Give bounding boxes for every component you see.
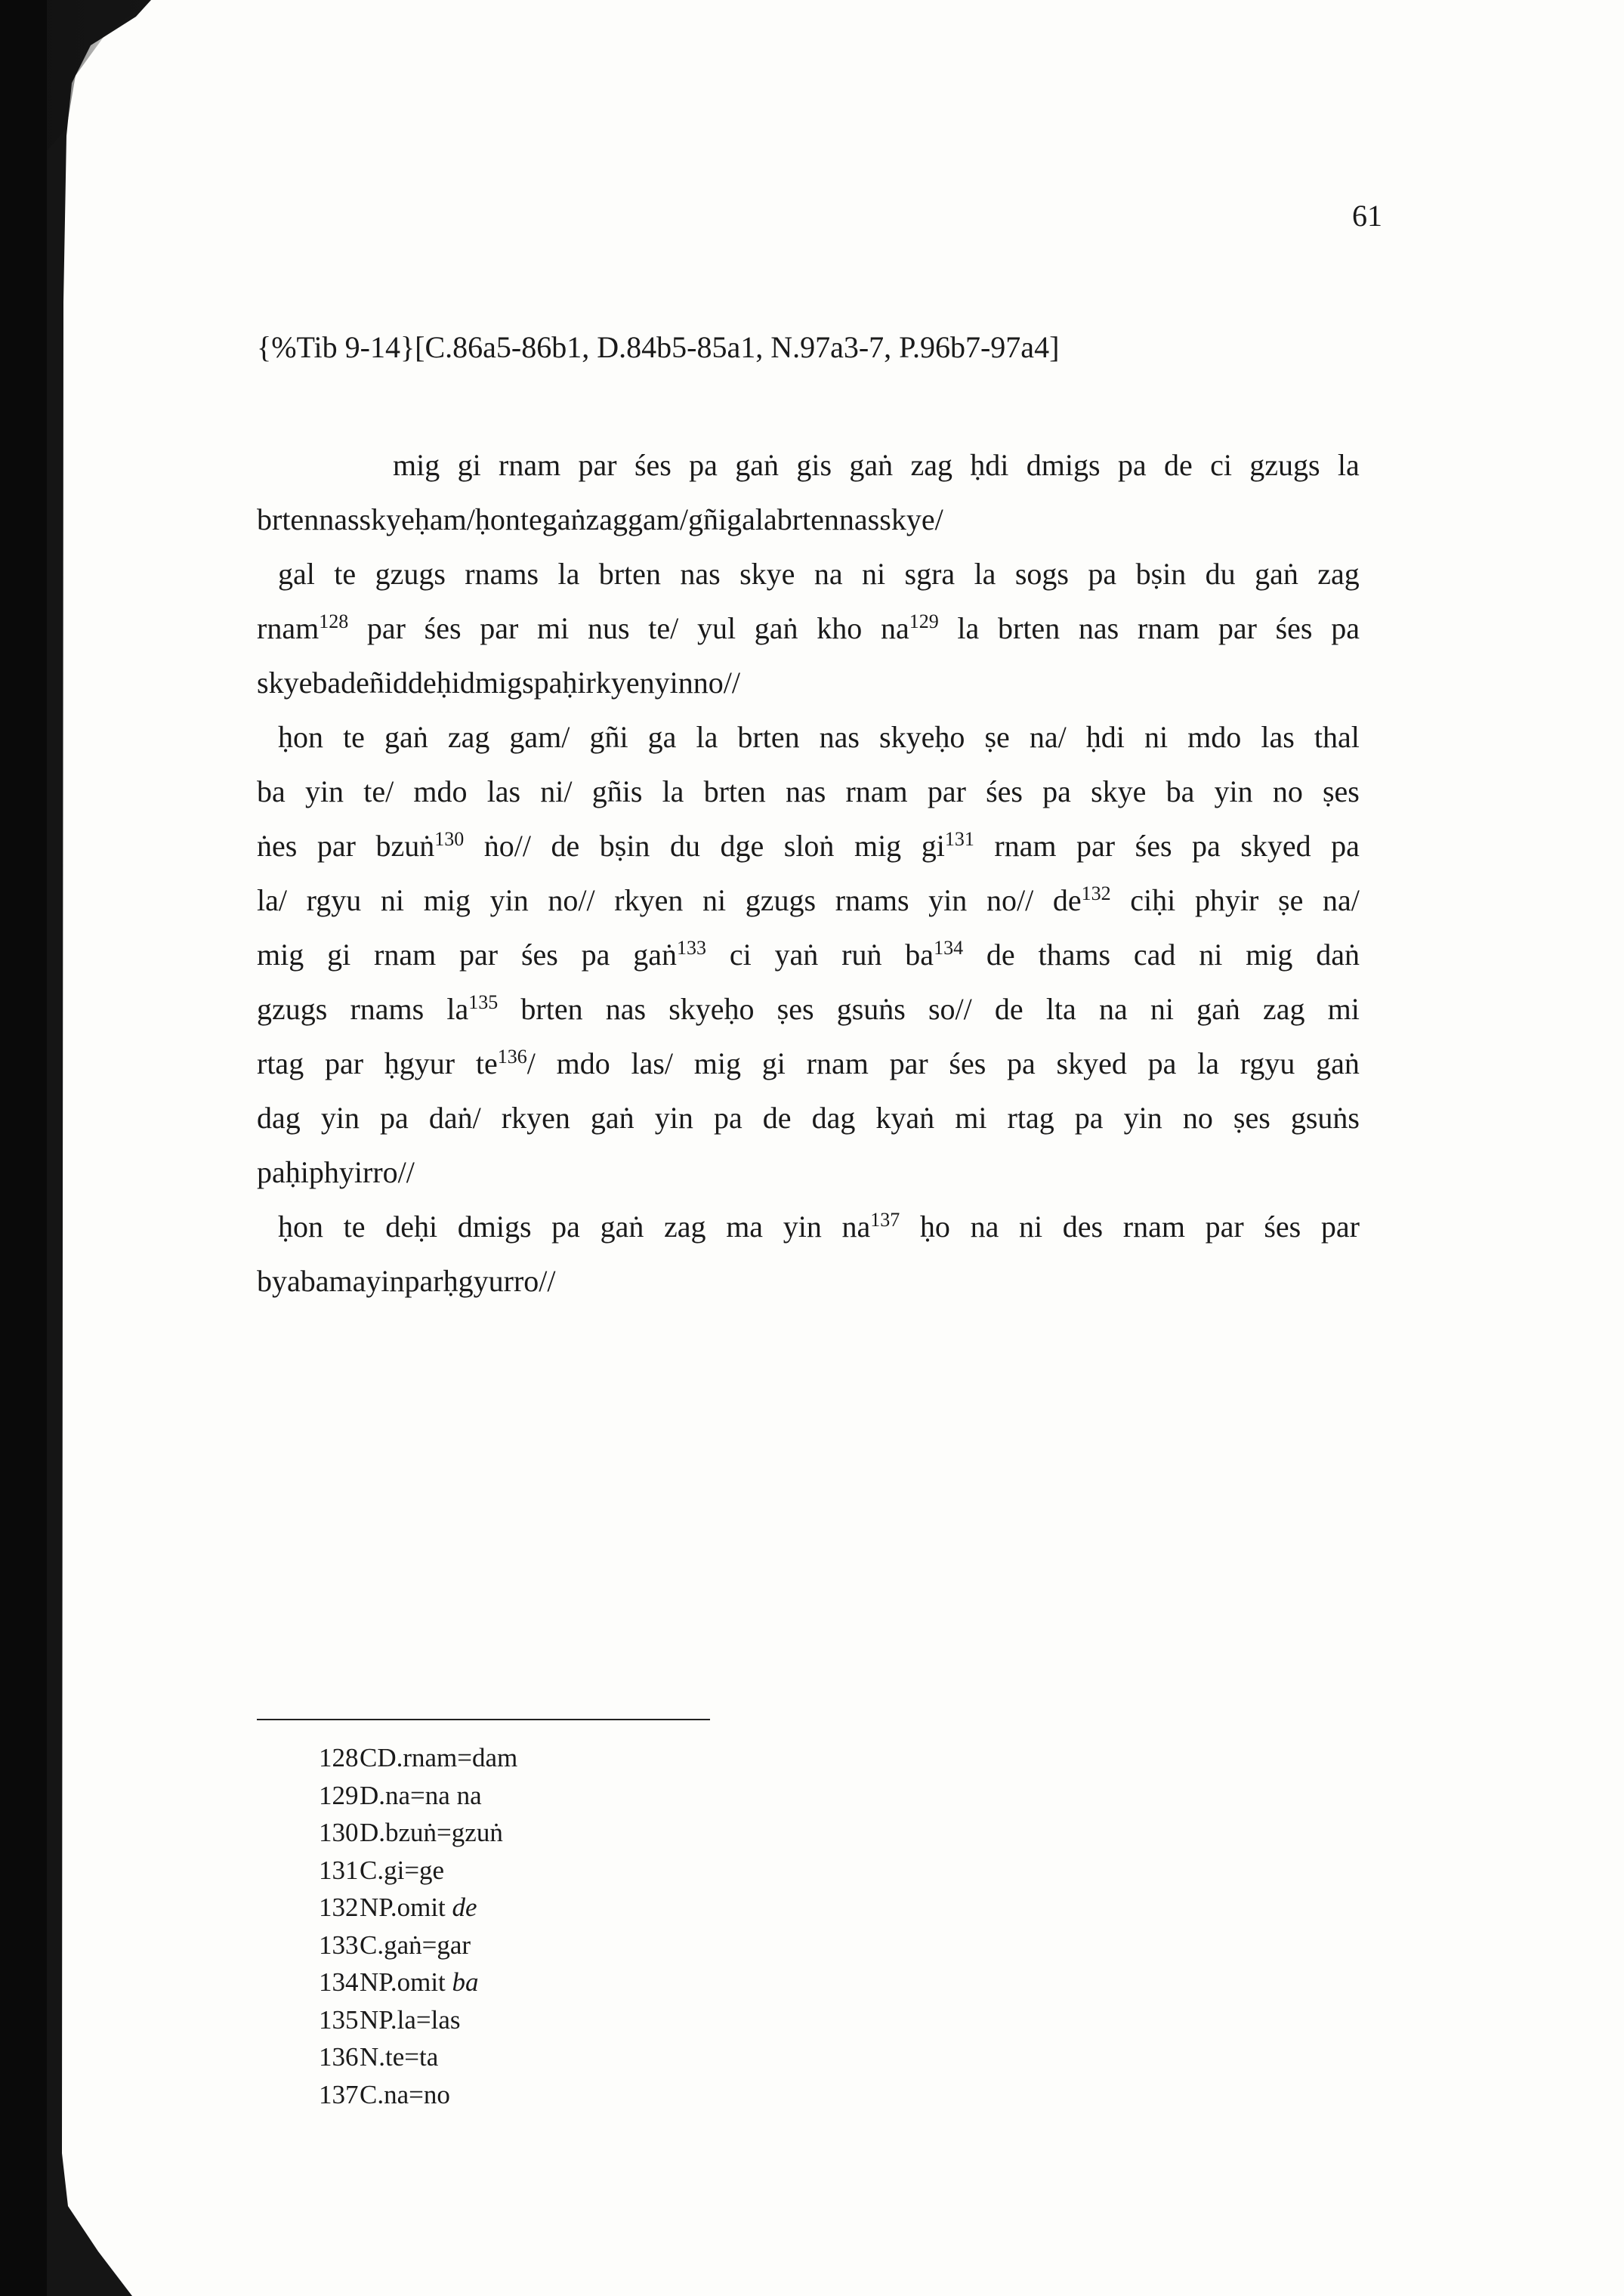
footnote-text: C.na=no bbox=[360, 2079, 450, 2109]
text-line: gzugs rnams $la^{135}$ brten nas skyeḥo ṣes gsuṅs so// de lta na ni gaṅ zag mi bbox=[257, 991, 1360, 1026]
text-line: rnam$^{128}$ par śes par mi nus te/ yul gaṅ kho $na^{129}$ la brten nas rnam par śes pa bbox=[257, 610, 1360, 645]
text-line: skye ba de ñid deḥi dmigs paḥi rkyen yin no// bbox=[257, 666, 740, 700]
footnote-text: NP.omit bbox=[360, 1967, 452, 1997]
footnote-number: 137 bbox=[319, 2079, 359, 2109]
footnote-number: 131 bbox=[319, 1855, 359, 1885]
footnote bbox=[319, 1927, 517, 1964]
footnote-text: C.gi=ge bbox=[360, 1855, 445, 1885]
footnote-ref: 130 bbox=[434, 828, 465, 850]
footnote bbox=[319, 1889, 517, 1927]
text-line: bya ba ma yin par ḥgyur ro// bbox=[257, 1264, 556, 1298]
footnote-ref: 132 bbox=[1081, 882, 1111, 904]
text-line: paḥi phyir ro// bbox=[257, 1155, 415, 1189]
section-reference: {%Tib 9-14}[C.86a5-86b1, D.84b5-85a1, N.97a3-7, P.96b7-97a4] bbox=[257, 330, 1060, 364]
text-line: gal te gzugs rnams la brten nas skye na ni sgra la sogs pa bṣin du gaṅ zag bbox=[278, 557, 1360, 591]
footnote-ref: 131 bbox=[944, 828, 974, 850]
footnote-text: NP.la=las bbox=[360, 2004, 461, 2035]
text-line: dag yin pa daṅ/ rkyen gaṅ yin pa de dag kyaṅ mi rtag pa yin no ṣes gsuṅs bbox=[257, 1101, 1360, 1135]
footnote bbox=[319, 1739, 517, 1777]
footnote bbox=[319, 1964, 517, 2001]
footnote-ref: 128 bbox=[319, 610, 349, 632]
footnote-number: 135 bbox=[319, 2004, 359, 2035]
footnote bbox=[319, 2038, 517, 2076]
text-line: ḥon te gaṅ zag gam/ gñi ga la brten nas skyeḥo ṣe na/ ḥdi ni mdo las thal bbox=[278, 720, 1360, 754]
footnote-number: 129 bbox=[319, 1780, 359, 1810]
footnote bbox=[319, 1814, 517, 1852]
footnote-text: D.bzuṅ=gzuṅ bbox=[360, 1818, 503, 1847]
footnote-italic: ba bbox=[452, 1967, 479, 1997]
text-line: ba yin te/ mdo las ni/ gñis la brten nas rnam par śes pa skye ba yin no ṣes bbox=[257, 774, 1360, 808]
footnote-text: NP.omit bbox=[360, 1893, 452, 1922]
footnote bbox=[319, 2076, 517, 2114]
footnote-ref: 129 bbox=[909, 610, 939, 632]
text-line: ḥon te deḥi dmigs pa gaṅ zag ma yin $na^{137}$ ḥo na ni des rnam par śes par bbox=[278, 1209, 1360, 1244]
footnote-ref: 133 bbox=[677, 937, 707, 959]
footnote-text: C.gaṅ=gar bbox=[360, 1930, 471, 1960]
footnote-number: 132 bbox=[319, 1893, 359, 1922]
footnote bbox=[319, 1852, 517, 1890]
footnote-number: 134 bbox=[319, 1967, 359, 1997]
footnote bbox=[319, 1777, 517, 1815]
text-line: ṅes par bzuṅ$^{130}$ ṅo// de bṣin du dge sloṅ mig $gi^{131}$ rnam par śes pa skyed pa bbox=[257, 828, 1360, 863]
footnote-text: N.te=ta bbox=[360, 2042, 439, 2072]
text-line: rtag par ḥgyur $te^{136}/$ mdo las/ mig gi rnam par śes pa skyed pa la rgyu gaṅ bbox=[257, 1046, 1360, 1080]
footnote-ref: 137 bbox=[870, 1209, 900, 1231]
footnote-text: D.na=na na bbox=[360, 1780, 482, 1810]
footnote-ref: 136 bbox=[497, 1046, 527, 1068]
body-text bbox=[257, 438, 1360, 1309]
footnote-number: 128 bbox=[319, 1743, 359, 1772]
footnote-italic: de bbox=[452, 1893, 477, 1922]
footnote-ref: 135 bbox=[468, 991, 499, 1013]
footnote-ref: 134 bbox=[934, 937, 964, 959]
footnote-number: 136 bbox=[319, 2042, 359, 2072]
text-line: mig gi rnam par śes pa gaṅ$^{133}$ ci yaṅ ruṅ $ba^{134}$ de thams cad ni mig daṅ bbox=[257, 937, 1360, 972]
text-line: mig gi rnam par śes pa gaṅ gis gaṅ zag ḥdi dmigs pa de ci gzugs la bbox=[393, 448, 1360, 482]
page-number: 61 bbox=[1352, 199, 1382, 233]
footnote-number: 133 bbox=[319, 1930, 359, 1960]
text-line: brten nas skye ḥam/ ḥon te gaṅ zag gam/ gñi ga la brten nas skye/ bbox=[257, 502, 943, 536]
text-line: la/ rgyu ni mig yin no// rkyen ni gzugs rnams yin no// $de^{132}$ ciḥi phyir ṣe na/ bbox=[257, 882, 1360, 917]
binding-shadow bbox=[0, 0, 159, 2296]
footnote-text: CD.rnam=dam bbox=[360, 1743, 518, 1772]
footnote-number: 130 bbox=[319, 1818, 359, 1847]
footnotes bbox=[319, 1739, 517, 2113]
footnote-divider bbox=[257, 1719, 710, 1720]
footnote bbox=[319, 2001, 517, 2039]
